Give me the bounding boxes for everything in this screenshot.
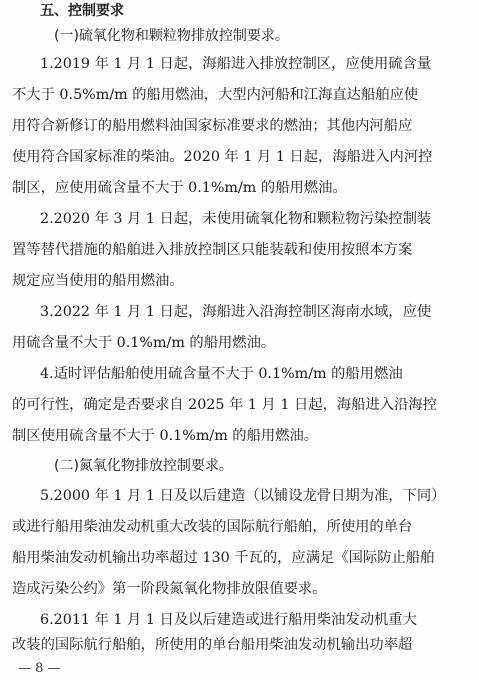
section-title: 五、控制要求 (40, 3, 124, 19)
paragraph-line: 2.2020 年 3 月 1 日起，未使用硫氧化物和颗粒物污染控制装 (40, 211, 432, 227)
paragraph-line: 置等替代措施的船舶进入排放控制区只能装载和使用按照本方案 (12, 242, 413, 258)
paragraph-line: 或进行船用柴油发动机重大改装的国际航行船舶，所使用的单台 (12, 519, 413, 535)
paragraph-line: 4.适时评估船舶使用硫含量不大于 0.1%m/m 的船用燃油 (40, 366, 403, 382)
paragraph-line: 1.2019 年 1 月 1 日起，海船进入排放控制区，应使用硫含量 (40, 56, 432, 72)
paragraph-line: 船用柴油发动机输出功率超过 130 千瓦的，应满足《国际防止船舶 (12, 550, 435, 566)
paragraph-line: 造成污染公约》第一阶段氮氧化物排放限值要求。 (12, 581, 327, 597)
paragraph-line: 制区使用硫含量不大于 0.1%m/m 的船用燃油。 (12, 428, 319, 444)
paragraph-line: 规定应当使用的船用燃油。 (12, 273, 184, 289)
paragraph-line: 6.2011 年 1 月 1 日及以后建造或进行船用柴油发动机重大 (40, 612, 417, 628)
paragraph-line: 不大于 0.5%m/m 的船用燃油，大型内河船和江海直达船舶应使 (12, 87, 419, 103)
subsection-title-sulfur: (一)硫氧化物和颗粒物排放控制要求。 (54, 28, 289, 44)
paragraph-line: 3.2022 年 1 月 1 日起，海船进入沿海控制区海南水域，应使 (40, 304, 432, 320)
paragraph-line: 改装的国际航行船舶，所使用的单台船用柴油发动机输出功率超 (12, 637, 413, 653)
subsection-title-nitrogen: (二)氮氧化物排放控制要求。 (54, 458, 233, 474)
paragraph-line: 5.2000 年 1 月 1 日及以后建造（以铺设龙骨日期为准，下同） (40, 488, 446, 504)
paragraph-line: 的可行性，确定是否要求自 2025 年 1 月 1 日起，海船进入沿海控 (12, 397, 437, 413)
paragraph-line: 制区，应使用硫含量不大于 0.1%m/m 的船用燃油。 (12, 180, 347, 196)
paragraph-line: 用硫含量不大于 0.1%m/m 的船用燃油。 (12, 335, 276, 351)
paragraph-line: 用符合新修订的船用燃料油国家标准要求的燃油；其他内河船应 (12, 118, 413, 134)
page-number: — 8 — (18, 661, 61, 676)
paragraph-line: 使用符合国家标准的柴油。2020 年 1 月 1 日起，海船进入内河控 (12, 149, 433, 165)
